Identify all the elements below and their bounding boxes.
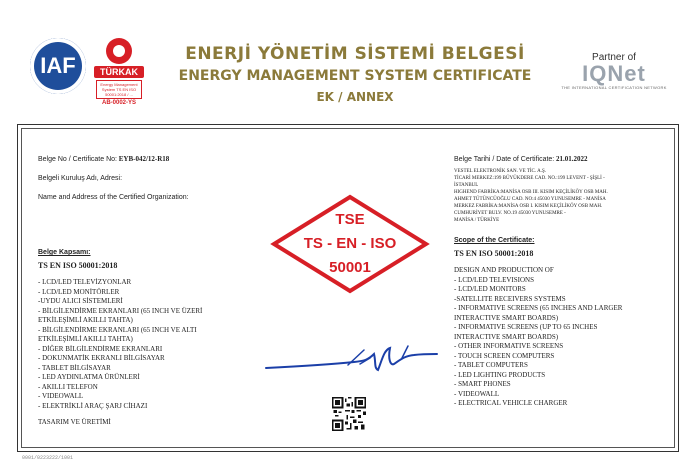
scope-list-item-tr: ETKİLEŞİMLİ AKILLI TAHTA): [38, 335, 133, 343]
org-name-en-row: [38, 193, 238, 202]
iaf-logo-text: IAF: [40, 53, 76, 78]
title-english: ENERGY MANAGEMENT SYSTEM CERTIFICATE: [178, 68, 532, 84]
scope-list-item-en: - INFORMATIVE SCREENS (65 INCHES AND LARGER: [454, 304, 623, 312]
standard-tr: TS EN ISO 50001:2018: [38, 261, 118, 270]
signature-image: [264, 340, 439, 380]
document-footer-code: 0001/0223222/1001: [22, 455, 74, 461]
scope-list-item-tr: - DOKUNMATİK EKRANLI BİLGİSAYAR: [38, 354, 165, 362]
scope-list-item-en: - LCD/LED MONITORS: [454, 285, 526, 293]
scope-list-item-en: - INFORMATIVE SCREENS (UP TO 65 INCHES: [454, 323, 598, 331]
tse-certification-mark: [270, 194, 430, 294]
scope-list-item-tr: - DİĞER BİLGİLENDİRME EKRANLARI: [38, 344, 163, 353]
scope-list-item-tr: -UYDU ALICI SİSTEMLERİ: [38, 297, 123, 305]
scope-list-item-tr: - LCD/LED MONİTÖRLER: [38, 287, 120, 296]
certificate-number-row: [38, 155, 238, 164]
scope-list-item-en: - ELECTRICAL VEHICLE CHARGER: [454, 399, 568, 407]
scope-list-item-en: - LCD/LED TELEVISIONS: [454, 275, 534, 284]
iqnet-logo-text: IQNet: [582, 61, 646, 86]
scope-list-item-en: INTERACTIVE SMART BOARDS): [454, 332, 559, 341]
scope-list-item-en: - TOUCH SCREEN COMPUTERS: [454, 351, 555, 360]
address-line: VESTEL ELEKTRONİK SAN. VE TİC. A.Ş.: [454, 169, 546, 174]
design-note-tr: TASARIM VE ÜRETİMİ: [38, 418, 111, 426]
title-turkish: ENERJİ YÖNETİM SİSTEMİ BELGESİ: [185, 44, 525, 64]
scope-list-item-tr: - BİLGİLENDİRME EKRANLARI (65 INCH VE ALTI: [38, 325, 197, 334]
turkak-logo: [92, 38, 146, 106]
address-line: MERKEZ FABRİKA:MANİSA OSB I. KISIM KEÇİLİKÖY OSB MAH.: [454, 204, 603, 209]
scope-list-item-en: INTERACTIVE SMART BOARDS): [454, 313, 559, 322]
certificate-date: 21.01.2022: [556, 155, 588, 163]
accreditation-logos: [30, 38, 146, 106]
address-line: CUMHURİYET BULV. NO.19 45030 YUNUSEMRE -: [454, 211, 566, 216]
tse-mark-line2: TS - EN - ISO: [303, 235, 397, 252]
org-name-en-label: Name and Address of the Certified Organization:: [38, 194, 189, 201]
tse-mark-line1: TSE: [335, 211, 365, 228]
scope-list-item-tr: - LED AYDINLATMA ÜRÜNLERİ: [38, 373, 140, 381]
scope-list-item-tr: - TABLET BİLGİSAYAR: [38, 363, 111, 372]
standard-en: TS EN ISO 50001:2018: [454, 249, 534, 258]
scope-list-item-en: - TABLET COMPUTERS: [454, 361, 528, 369]
turkak-brand: TÜRKAK: [94, 66, 144, 78]
certificate-number: EYB-042/12-R18: [118, 155, 170, 163]
tse-mark-line3: 50001: [329, 259, 371, 276]
iaf-logo: [30, 38, 86, 94]
turkak-seal-icon: [106, 38, 132, 64]
scope-list-item-tr: - BİLGİLENDİRME EKRANLARI (65 INCH VE ÜZERİ: [38, 306, 203, 315]
scope-title-en: Scope of the Certificate:: [454, 237, 535, 244]
certificate-date-row: [454, 155, 679, 164]
left-column: [38, 155, 238, 427]
address-line: MANİSA / TÜRKİYE: [454, 218, 500, 223]
scope-list-item-en: DESIGN AND PRODUCTION OF: [454, 266, 554, 274]
scope-list-item-tr: - LCD/LED TELEVİZYONLAR: [38, 278, 132, 286]
right-column: [454, 155, 679, 409]
scope-list-en: [454, 266, 679, 409]
iqnet-logo: [558, 52, 670, 90]
scope-title-tr: Belge Kapsamı:: [38, 249, 91, 256]
scope-list-item-tr: - AKILLI TELEFON: [38, 382, 98, 391]
org-address: [454, 168, 679, 224]
scope-list-item-tr: ETKİLEŞİMLİ AKILLI TAHTA): [38, 316, 133, 324]
turkak-code: AB-0002-YS: [101, 100, 136, 106]
turkak-scope-box: Energy Management System TS EN ISO 50001:2018 / ...: [96, 80, 142, 99]
address-line: TİCARİ MERKEZ:199 BÜYÜKDERE CAD. NO.:199 LEVENT - ŞİŞLİ -: [454, 176, 605, 181]
address-line: İSTANBUL: [454, 183, 479, 188]
org-name-row: [38, 174, 238, 183]
scope-list-item-tr: - ELEKTRİKLİ ARAÇ ŞARJ CİHAZI: [38, 401, 148, 410]
qr-code-icon: [332, 397, 366, 431]
iqnet-tagline: THE INTERNATIONAL CERTIFICATION NETWORK: [561, 85, 667, 90]
scope-list-item-en: - OTHER INFORMATIVE SCREENS: [454, 342, 564, 350]
title-annex: EK / ANNEX: [316, 90, 394, 104]
address-line: AHMET TÜTÜNCÜOĞLU CAD. NO:4 45030 YUNUSEMRE - MANİSA: [454, 197, 606, 202]
iqnet-partner-label: Partner of: [592, 52, 636, 63]
scope-list-item-en: - LED LIGHTING PRODUCTS: [454, 370, 546, 379]
scope-list-item-tr: - VIDEOWALL: [38, 392, 84, 400]
scope-list-item-en: - VIDEOWALL: [454, 389, 500, 398]
org-name-label: Belgeli Kuruluş Adı, Adresi:: [38, 175, 123, 182]
certificate-date-label: Belge Tarihi / Date of Certificate:: [454, 156, 555, 163]
scope-list-tr: [38, 278, 238, 411]
scope-list-item-en: -SATELLITE RECEIVERS SYSTEMS: [454, 294, 566, 303]
address-line: HIGHEND FABRİKA:MANİSA OSB III. KISIM KEÇİLİKÖY OSB MAH.: [454, 190, 608, 195]
certificate-title-block: [160, 44, 550, 105]
certificate-number-label: Belge No / Certificate No:: [38, 156, 117, 163]
scope-list-item-en: - SMART PHONES: [454, 380, 511, 388]
